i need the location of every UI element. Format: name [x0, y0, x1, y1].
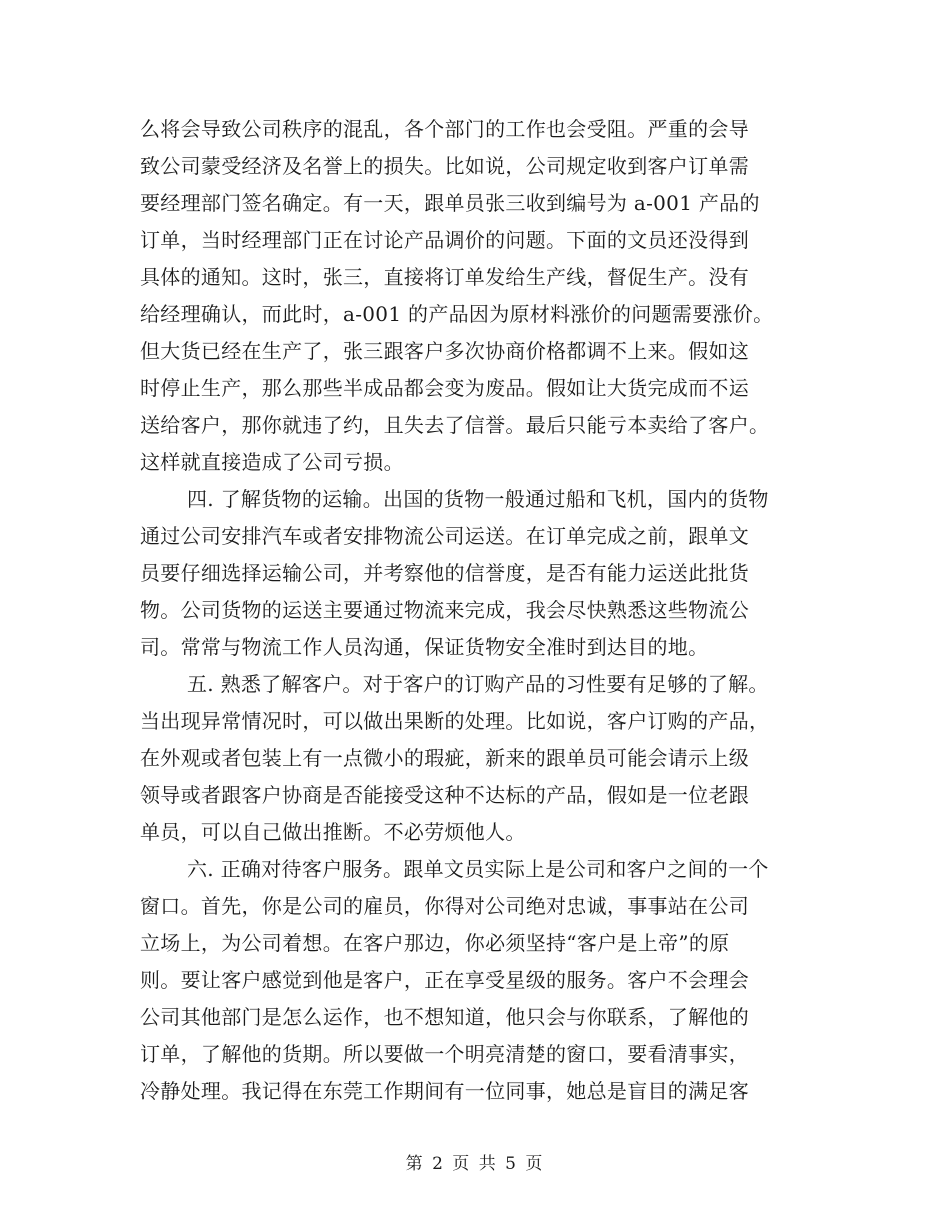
text-line: 致公司蒙受经济及名誉上的损失。比如说，公司规定收到客户订单需 — [140, 154, 749, 178]
page-footer: 第 2 页 共 5 页 — [405, 1154, 545, 1174]
text-line: 么将会导致公司秩序的混乱，各个部门的工作也会受阻。严重的会导 — [140, 117, 749, 141]
text-line: 司。常常与物流工作人员沟通，保证货物安全准时到达目的地。 — [140, 635, 709, 659]
text-line: 单员，可以自己做出推断。不必劳烦他人。 — [140, 820, 526, 844]
text-line: 则。要让客户感觉到他是客户，正在享受星级的服务。客户不会理会 — [140, 968, 749, 992]
text-line: 窗口。首先，你是公司的雇员，你得对公司绝对忠诚，事事站在公司 — [140, 894, 749, 918]
text-line: 订单，了解他的货期。所以要做一个明亮清楚的窗口，要看清事实， — [140, 1042, 749, 1066]
text-line: 领导或者跟客户协商是否能接受这种不达标的产品，假如是一位老跟 — [140, 783, 749, 807]
text-line: 通过公司安排汽车或者安排物流公司运送。在订单完成之前，跟单文 — [140, 524, 749, 548]
text-line: 时停止生产，那么那些半成品都会变为废品。假如让大货完成而不运 — [140, 376, 749, 400]
text-line: 要经理部门签名确定。有一天，跟单员张三收到编号为 a-001 产品的 — [140, 191, 760, 215]
text-line: 立场上，为公司着想。在客户那边，你必须坚持“客户是上帝”的原 — [140, 931, 730, 955]
text-line: 员要仔细选择运输公司，并考察他的信誉度，是否有能力运送此批货 — [140, 561, 749, 585]
text-line: 当出现异常情况时，可以做出果断的处理。比如说，客户订购的产品， — [140, 709, 770, 733]
text-line: 这样就直接造成了公司亏损。 — [140, 450, 404, 474]
paragraph-start-line: 六. 正确对待客户服务。跟单文员实际上是公司和客户之间的一个 — [187, 857, 769, 881]
text-line: 在外观或者包装上有一点微小的瑕疵，新来的跟单员可能会请示上级 — [140, 746, 749, 770]
paragraph-start-line: 四. 了解货物的运输。出国的货物一般通过船和飞机，国内的货物 — [187, 487, 769, 511]
text-line: 送给客户，那你就违了约，且失去了信誉。最后只能亏本卖给了客户。 — [140, 413, 770, 437]
text-line: 物。公司货物的运送主要通过物流来完成，我会尽快熟悉这些物流公 — [140, 598, 749, 622]
paragraph-start-line: 五. 熟悉了解客户。对于客户的订购产品的习性要有足够的了解。 — [187, 672, 769, 696]
text-line: 但大货已经在生产了，张三跟客户多次协商价格都调不上来。假如这 — [140, 339, 749, 363]
text-line: 公司其他部门是怎么运作，也不想知道，他只会与你联系，了解他的 — [140, 1005, 749, 1029]
text-line: 订单，当时经理部门正在讨论产品调价的问题。下面的文员还没得到 — [140, 228, 749, 252]
text-line: 冷静处理。我记得在东莞工作期间有一位同事，她总是盲目的满足客 — [140, 1079, 749, 1103]
text-line: 具体的通知。这时，张三，直接将订单发给生产线，督促生产。没有 — [140, 265, 749, 289]
text-line: 给经理确认，而此时，a-001 的产品因为原材料涨价的问题需要涨价。 — [140, 302, 774, 326]
document-body — [140, 111, 820, 1110]
